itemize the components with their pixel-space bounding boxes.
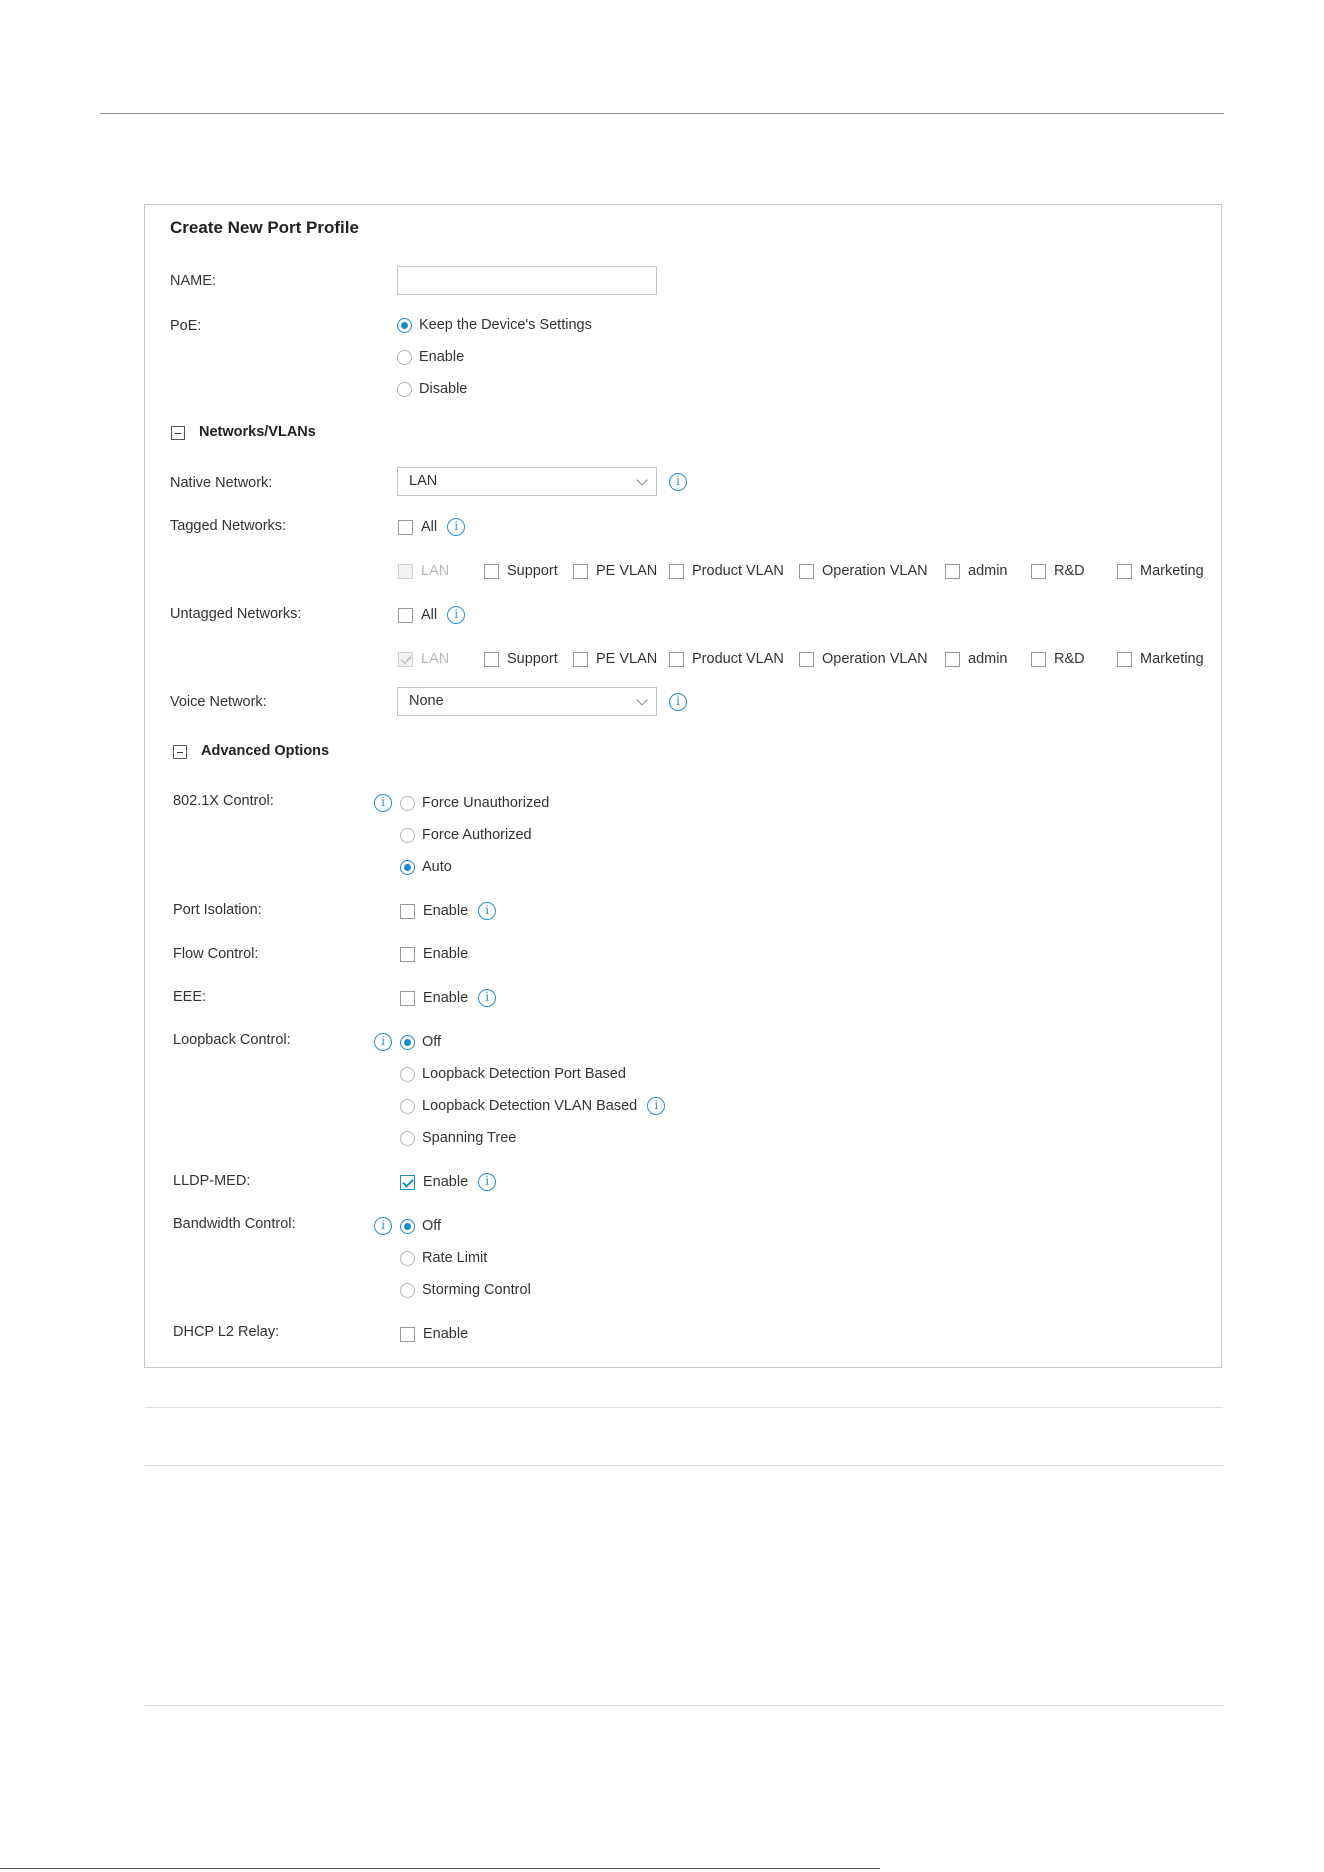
option-label: Auto (422, 859, 452, 875)
checkbox[interactable] (1031, 652, 1046, 667)
section-networks-title: Networks/VLANs (199, 424, 316, 440)
radio-selected[interactable] (397, 318, 412, 333)
info-icon[interactable]: i (647, 1097, 665, 1115)
option-label: R&D (1054, 563, 1085, 579)
option-label: Force Unauthorized (422, 795, 550, 811)
tagged-item-rd[interactable] (1031, 563, 1085, 579)
tagged-item-support[interactable] (484, 563, 558, 579)
lldp-med-label: LLDP-MED: (173, 1173, 251, 1189)
native-network-select[interactable] (397, 467, 657, 496)
option-label: PE VLAN (596, 563, 658, 579)
bandwidth-option-off[interactable] (400, 1218, 441, 1234)
checkbox[interactable] (400, 991, 415, 1006)
chevron-down-icon (636, 694, 647, 705)
name-label: NAME: (170, 273, 216, 289)
panel-title: Create New Port Profile (170, 218, 359, 237)
checkbox[interactable] (669, 652, 684, 667)
tagged-item-admin[interactable] (945, 563, 1008, 579)
checkbox[interactable] (573, 564, 588, 579)
divider (145, 1465, 1223, 1466)
untagged-item-product-vlan[interactable] (669, 651, 784, 667)
option-label: Enable (423, 1174, 469, 1190)
untagged-item-lan (398, 651, 449, 667)
page-top-rule (100, 113, 1224, 114)
flow-control-enable[interactable] (400, 946, 468, 962)
checkbox-disabled (398, 564, 413, 579)
option-label: LAN (421, 651, 450, 667)
radio-selected[interactable] (400, 1219, 415, 1234)
bandwidth-control-label: Bandwidth Control: (173, 1216, 296, 1232)
option-label: LAN (421, 563, 450, 579)
eee-label: EEE: (173, 989, 207, 1005)
radio-selected[interactable] (400, 860, 415, 875)
radio[interactable] (400, 796, 415, 811)
option-label: Spanning Tree (422, 1130, 517, 1146)
page-bottom-rule (0, 1868, 880, 1869)
radio[interactable] (400, 1131, 415, 1146)
checkbox[interactable] (799, 564, 814, 579)
info-icon[interactable]: i (447, 518, 465, 536)
checkbox[interactable] (400, 1327, 415, 1342)
dot1x-option-force-authorized[interactable] (400, 827, 532, 843)
poe-option-keep[interactable] (397, 317, 592, 333)
flow-control-label: Flow Control: (173, 946, 259, 962)
checkbox[interactable] (400, 904, 415, 919)
untagged-item-pe-vlan[interactable] (573, 651, 657, 667)
checkbox[interactable] (945, 564, 960, 579)
lldp-med-enable[interactable] (400, 1173, 496, 1191)
untagged-all[interactable] (398, 606, 465, 624)
option-label: Enable (423, 1326, 469, 1342)
option-label: Support (507, 651, 558, 667)
option-label: Product VLAN (692, 563, 784, 579)
bandwidth-option-rate-limit[interactable] (400, 1250, 487, 1266)
select-value: LAN (409, 473, 438, 489)
port-profile-panel (144, 204, 1222, 1368)
option-label: All (421, 607, 438, 623)
dot1x-option-auto[interactable] (400, 859, 452, 875)
option-label: admin (968, 651, 1008, 667)
option-label: Off (422, 1034, 442, 1050)
select-value: None (409, 693, 444, 709)
info-icon[interactable]: i (374, 1217, 392, 1235)
port-isolation-label: Port Isolation: (173, 902, 262, 918)
dhcp-l2-relay-enable[interactable] (400, 1326, 468, 1342)
option-label: Marketing (1140, 563, 1204, 579)
tagged-item-product-vlan[interactable] (669, 563, 784, 579)
untagged-networks-label: Untagged Networks: (170, 606, 302, 622)
checkbox[interactable] (400, 947, 415, 962)
dot1x-label: 802.1X Control: (173, 793, 274, 809)
option-label: Enable (423, 946, 469, 962)
native-network-label: Native Network: (170, 475, 273, 491)
poe-option-disable[interactable] (397, 381, 467, 397)
option-label: Storming Control (422, 1282, 531, 1298)
divider (145, 1705, 1223, 1706)
option-label: Keep the Device's Settings (419, 317, 592, 333)
radio[interactable] (400, 1283, 415, 1298)
checkbox[interactable] (573, 652, 588, 667)
option-label: admin (968, 563, 1008, 579)
name-input[interactable] (397, 266, 657, 295)
collapse-minus-icon[interactable] (173, 745, 187, 759)
radio[interactable] (397, 350, 412, 365)
poe-option-enable[interactable] (397, 349, 464, 365)
info-icon[interactable]: i (447, 606, 465, 624)
option-label: PE VLAN (596, 651, 658, 667)
option-label: Enable (419, 349, 465, 365)
option-label: Disable (419, 381, 468, 397)
radio[interactable] (397, 382, 412, 397)
option-label: All (421, 519, 438, 535)
option-label: Loopback Detection VLAN Based (422, 1098, 638, 1114)
checkbox[interactable] (398, 520, 413, 535)
checkbox[interactable] (799, 652, 814, 667)
eee-enable[interactable] (400, 989, 496, 1007)
option-label: Off (422, 1218, 442, 1234)
checkbox[interactable] (945, 652, 960, 667)
option-label: R&D (1054, 651, 1085, 667)
loopback-option-spanning-tree[interactable] (400, 1130, 516, 1146)
option-label: Product VLAN (692, 651, 784, 667)
radio[interactable] (400, 1251, 415, 1266)
checkbox[interactable] (1031, 564, 1046, 579)
option-label: Enable (423, 903, 469, 919)
tagged-item-operation-vlan[interactable] (799, 563, 928, 579)
checkbox-checked[interactable] (400, 1175, 415, 1190)
tagged-item-marketing[interactable] (1117, 563, 1204, 579)
voice-network-label: Voice Network: (170, 694, 267, 710)
bandwidth-option-storming-control[interactable] (400, 1282, 531, 1298)
untagged-item-operation-vlan[interactable] (799, 651, 928, 667)
option-label: Marketing (1140, 651, 1204, 667)
option-label: Support (507, 563, 558, 579)
untagged-item-marketing[interactable] (1117, 651, 1204, 667)
loopback-option-port-based[interactable] (400, 1066, 626, 1082)
tagged-item-pe-vlan[interactable] (573, 563, 657, 579)
checkbox[interactable] (484, 652, 499, 667)
info-icon[interactable]: i (669, 473, 687, 491)
tagged-networks-label: Tagged Networks: (170, 518, 287, 534)
option-label: Operation VLAN (822, 563, 928, 579)
tagged-item-lan (398, 563, 449, 579)
info-icon[interactable]: i (478, 1173, 496, 1191)
option-label: Loopback Detection Port Based (422, 1066, 626, 1082)
divider (145, 1407, 1223, 1408)
checkbox[interactable] (669, 564, 684, 579)
dot1x-option-force-unauthorized[interactable] (400, 795, 549, 811)
radio[interactable] (400, 1067, 415, 1082)
checkbox[interactable] (1117, 564, 1132, 579)
poe-label: PoE: (170, 318, 202, 334)
radio[interactable] (400, 828, 415, 843)
radio-selected[interactable] (400, 1035, 415, 1050)
checkbox[interactable] (1117, 652, 1132, 667)
collapse-minus-icon[interactable] (171, 426, 185, 440)
untagged-item-admin[interactable] (945, 651, 1008, 667)
tagged-all[interactable] (398, 518, 465, 536)
voice-network-select[interactable] (397, 687, 657, 716)
option-label: Enable (423, 990, 469, 1006)
option-label: Rate Limit (422, 1250, 488, 1266)
dhcp-l2-relay-label: DHCP L2 Relay: (173, 1324, 280, 1340)
info-icon[interactable]: i (374, 794, 392, 812)
checkbox-disabled-checked (398, 652, 413, 667)
chevron-down-icon (636, 474, 647, 485)
info-icon[interactable]: i (374, 1033, 392, 1051)
info-icon[interactable]: i (478, 989, 496, 1007)
untagged-item-rd[interactable] (1031, 651, 1085, 667)
checkbox[interactable] (398, 608, 413, 623)
option-label: Operation VLAN (822, 651, 928, 667)
section-advanced-title: Advanced Options (201, 743, 330, 759)
loopback-option-off[interactable] (400, 1034, 441, 1050)
radio[interactable] (400, 1099, 415, 1114)
option-label: Force Authorized (422, 827, 532, 843)
checkbox[interactable] (484, 564, 499, 579)
loopback-option-vlan-based[interactable] (400, 1097, 665, 1115)
untagged-item-support[interactable] (484, 651, 558, 667)
port-isolation-enable[interactable] (400, 902, 496, 920)
info-icon[interactable]: i (478, 902, 496, 920)
info-icon[interactable]: i (669, 693, 687, 711)
loopback-control-label: Loopback Control: (173, 1032, 291, 1048)
